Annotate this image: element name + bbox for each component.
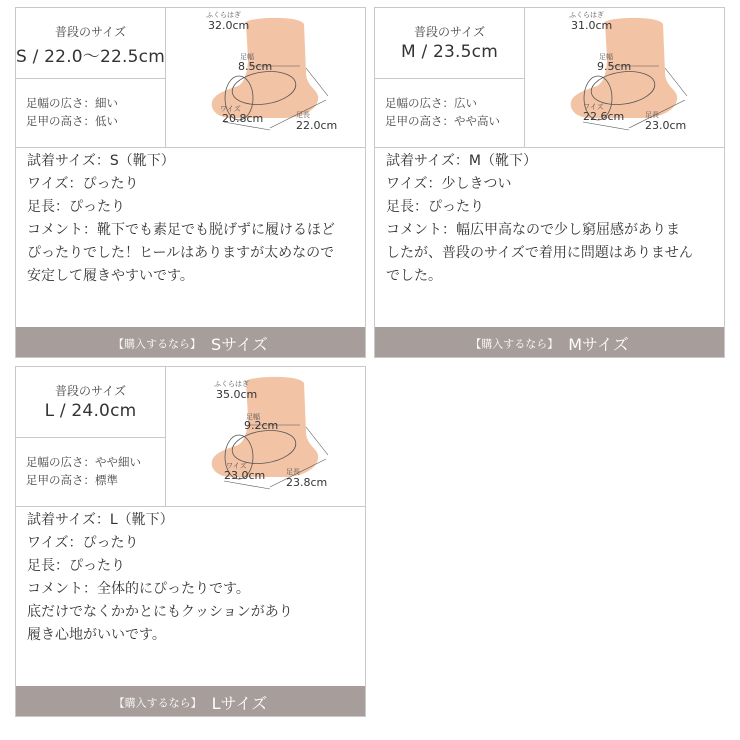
size-info [16, 8, 166, 147]
instep-height-text: 足甲の高さ：低い [26, 114, 118, 128]
ankle-label: 足幅 [240, 53, 254, 61]
width-value: 20.8cm [222, 112, 264, 125]
length-value: 23.0cm [645, 119, 687, 132]
review-line: 試着サイズ：S（靴下） [27, 153, 175, 169]
card-header [16, 8, 365, 148]
review-line: 履き心地がいいです。 [27, 627, 166, 643]
foot-width-text: 足幅の広さ：やや細い [26, 455, 141, 469]
size-review-card-m [374, 7, 725, 358]
ankle-value: 9.2cm [244, 419, 279, 432]
ankle-value: 8.5cm [238, 60, 273, 73]
length-value: 23.8cm [286, 476, 328, 489]
width-value: 22.6cm [583, 110, 625, 123]
usual-size-value: S / 22.0〜22.5cm [16, 47, 165, 67]
usual-size-box [16, 367, 165, 438]
review-line: 足長：ぴったり [27, 199, 125, 215]
review-line: 試着サイズ：L（靴下） [27, 512, 174, 528]
foot-width-text: 足幅の広さ：細い [26, 96, 118, 110]
length-label: 足長 [286, 468, 300, 476]
foot-shape-box [16, 437, 165, 506]
size-info [375, 8, 525, 147]
calf-value: 35.0cm [216, 388, 258, 401]
review-text [27, 509, 362, 647]
foot-illustration [166, 367, 365, 506]
banner-size: Lサイズ [211, 694, 268, 713]
usual-size-label: 普段のサイズ [54, 384, 127, 398]
foot-shape-box [375, 78, 524, 147]
length-label: 足長 [645, 111, 659, 119]
width-value: 23.0cm [224, 469, 266, 482]
review-line: ワイズ：ぴったり [27, 176, 139, 192]
review-line: コメント：幅広甲高なので少し窮屈感がありま [386, 222, 680, 238]
review-line: したが、普段のサイズで着用に問題はありません [386, 245, 693, 261]
recommended-size-banner [16, 327, 365, 357]
usual-size-label: 普段のサイズ [54, 25, 127, 39]
usual-size-value: M / 23.5cm [401, 42, 498, 62]
calf-label: ふくらはぎ [206, 11, 241, 19]
card-header [375, 8, 724, 148]
banner-prefix: 【購入するなら】 [470, 337, 559, 351]
instep-height-text: 足甲の高さ：やや高い [385, 114, 500, 128]
review-line: 底だけでなくかかとにもクッションがあり [27, 604, 293, 620]
foot-shape-box [16, 78, 165, 147]
size-review-card-l [15, 366, 366, 717]
review-text [27, 150, 362, 288]
review-line: ワイズ：少しきつい [386, 176, 512, 192]
size-review-card-s [15, 7, 366, 358]
size-info [16, 367, 166, 506]
calf-value: 31.0cm [571, 19, 613, 32]
review-line: 試着サイズ：M（靴下） [386, 153, 537, 169]
review-line: コメント：全体的にぴったりです。 [27, 581, 250, 597]
banner-size: Sサイズ [211, 335, 268, 354]
width-label: ワイズ [220, 105, 241, 113]
foot-measurement-diagram [166, 367, 365, 506]
width-label: ワイズ [583, 103, 604, 111]
foot-measurement-diagram [525, 8, 724, 147]
card-header [16, 367, 365, 507]
review-line: 足長：ぴったり [386, 199, 484, 215]
usual-size-label: 普段のサイズ [413, 25, 486, 39]
review-line: 足長：ぴったり [27, 558, 125, 574]
calf-label: ふくらはぎ [569, 11, 604, 19]
ankle-label: 足幅 [246, 413, 260, 421]
calf-value: 32.0cm [208, 19, 250, 32]
recommended-size-banner [16, 686, 365, 716]
banner-prefix: 【購入するなら】 [113, 696, 202, 710]
banner-size: Mサイズ [568, 335, 629, 354]
foot-illustration [525, 8, 724, 147]
width-label: ワイズ [226, 462, 247, 470]
foot-measurement-diagram [166, 8, 365, 147]
ankle-value: 9.5cm [597, 60, 632, 73]
review-line: ぴったりでした！ヒールはありますが太めなので [27, 245, 335, 261]
usual-size-box [16, 8, 165, 79]
review-line: コメント：靴下でも素足でも脱げずに履けるほど [27, 222, 335, 238]
usual-size-value: L / 24.0cm [44, 401, 137, 421]
review-line: でした。 [386, 268, 442, 284]
review-line: ワイズ：ぴったり [27, 535, 139, 551]
review-line: 安定して履きやすいです。 [27, 268, 194, 284]
length-value: 22.0cm [296, 119, 338, 132]
calf-label: ふくらはぎ [214, 380, 249, 388]
instep-height-text: 足甲の高さ：標準 [26, 473, 118, 487]
usual-size-box [375, 8, 524, 79]
banner-prefix: 【購入するなら】 [113, 337, 202, 351]
foot-width-text: 足幅の広さ：広い [385, 96, 477, 110]
length-label: 足長 [296, 111, 310, 119]
review-text [386, 150, 721, 288]
ankle-label: 足幅 [599, 53, 613, 61]
recommended-size-banner [375, 327, 724, 357]
